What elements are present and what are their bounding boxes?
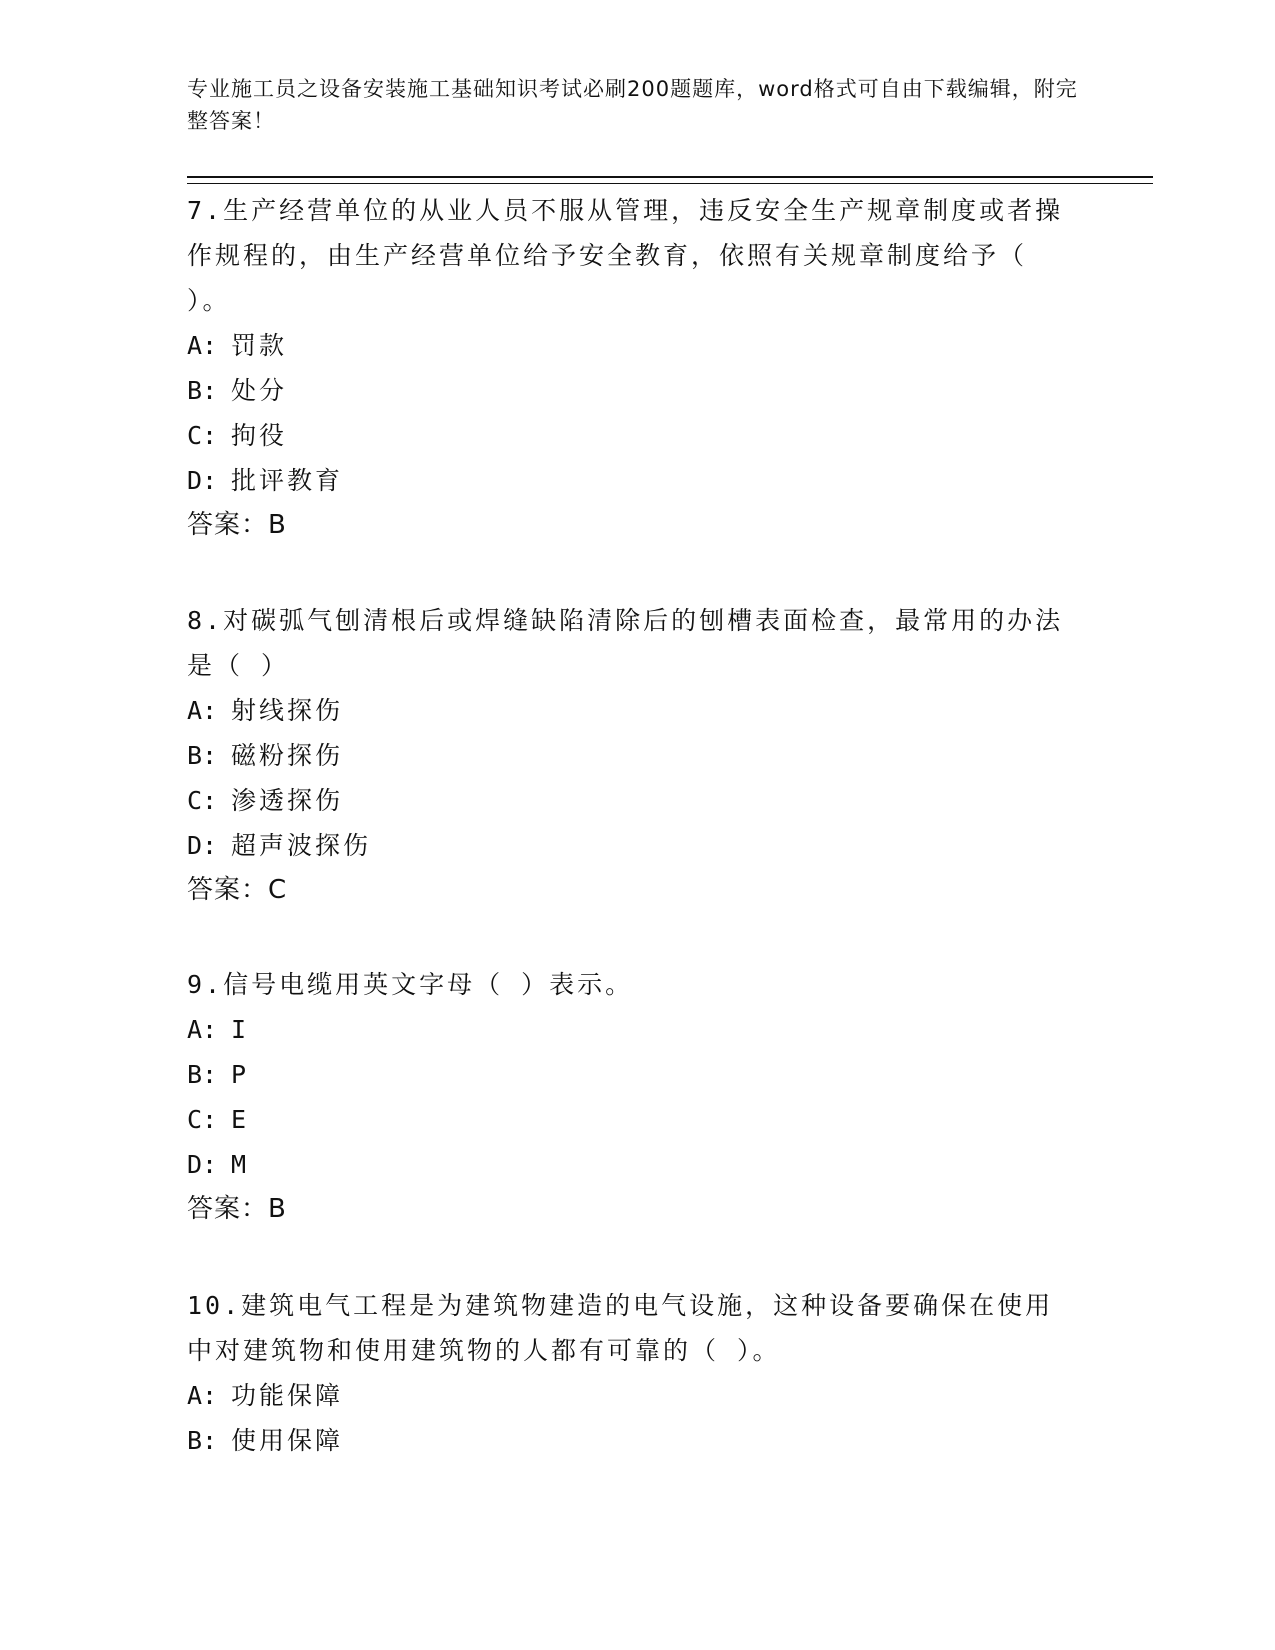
option-text: 罚款 (231, 331, 288, 360)
answer-line: 答案：B (187, 1194, 287, 1224)
option-text: 超声波探伤 (231, 831, 372, 860)
option-d (187, 823, 1067, 868)
question-stem: 9.信号电缆用英文字母（ ）表示。 (187, 970, 634, 999)
question-8 (187, 598, 1067, 913)
option-text: P (231, 1060, 250, 1089)
option-d (187, 458, 1067, 503)
question-stem: 7.生产经营单位的从业人员不服从管理，违反安全生产规章制度或者操作规程的，由生产经营单位给予安全教育，依照有关规章制度给予（ ）。 (187, 196, 1064, 315)
option-text: 磁粉探伤 (231, 741, 344, 770)
header-divider-thin (187, 183, 1153, 184)
option-c (187, 778, 1067, 823)
header-divider-thick (187, 176, 1153, 178)
option-key: D: (187, 1150, 218, 1179)
option-key: B: (187, 741, 218, 770)
option-text: 射线探伤 (231, 696, 344, 725)
option-text: 批评教育 (231, 466, 344, 495)
question-9 (187, 962, 1067, 1232)
option-a (187, 1007, 1067, 1052)
option-c (187, 413, 1067, 458)
option-key: B: (187, 376, 218, 405)
question-stem: 10.建筑电气工程是为建筑物建造的电气设施，这种设备要确保在使用中对建筑物和使用建筑物的人都有可靠的（ ）。 (187, 1291, 1054, 1365)
option-key: B: (187, 1426, 218, 1455)
question-stem: 8.对碳弧气刨清根后或焊缝缺陷清除后的刨槽表面检查，最常用的办法是（ ） (187, 606, 1064, 680)
option-text: 使用保障 (231, 1426, 344, 1455)
question-7 (187, 188, 1067, 548)
option-b (187, 368, 1067, 413)
option-text: 渗透探伤 (231, 786, 344, 815)
option-key: A: (187, 1015, 218, 1044)
option-key: A: (187, 1381, 218, 1410)
option-a (187, 323, 1067, 368)
answer-line: 答案：B (187, 510, 287, 540)
option-text: 功能保障 (231, 1381, 344, 1410)
option-key: C: (187, 1105, 218, 1134)
option-key: D: (187, 831, 218, 860)
option-text: E (231, 1105, 250, 1134)
option-key: C: (187, 421, 218, 450)
option-b (187, 733, 1067, 778)
option-text: 拘役 (231, 421, 288, 450)
document-header: 专业施工员之设备安装施工基础知识考试必刷200题题库，word格式可自由下载编辑，附完整答案！ (187, 77, 1078, 133)
option-text: I (231, 1015, 250, 1044)
option-b (187, 1418, 1067, 1463)
option-text: 处分 (231, 376, 288, 405)
answer-line: 答案：C (187, 875, 288, 905)
option-a (187, 688, 1067, 733)
option-key: D: (187, 466, 218, 495)
option-b (187, 1052, 1067, 1097)
option-c (187, 1097, 1067, 1142)
question-10 (187, 1283, 1067, 1463)
option-key: B: (187, 1060, 218, 1089)
option-key: A: (187, 696, 218, 725)
option-text: M (231, 1150, 250, 1179)
option-key: A: (187, 331, 218, 360)
option-a (187, 1373, 1067, 1418)
option-d (187, 1142, 1067, 1187)
option-key: C: (187, 786, 218, 815)
